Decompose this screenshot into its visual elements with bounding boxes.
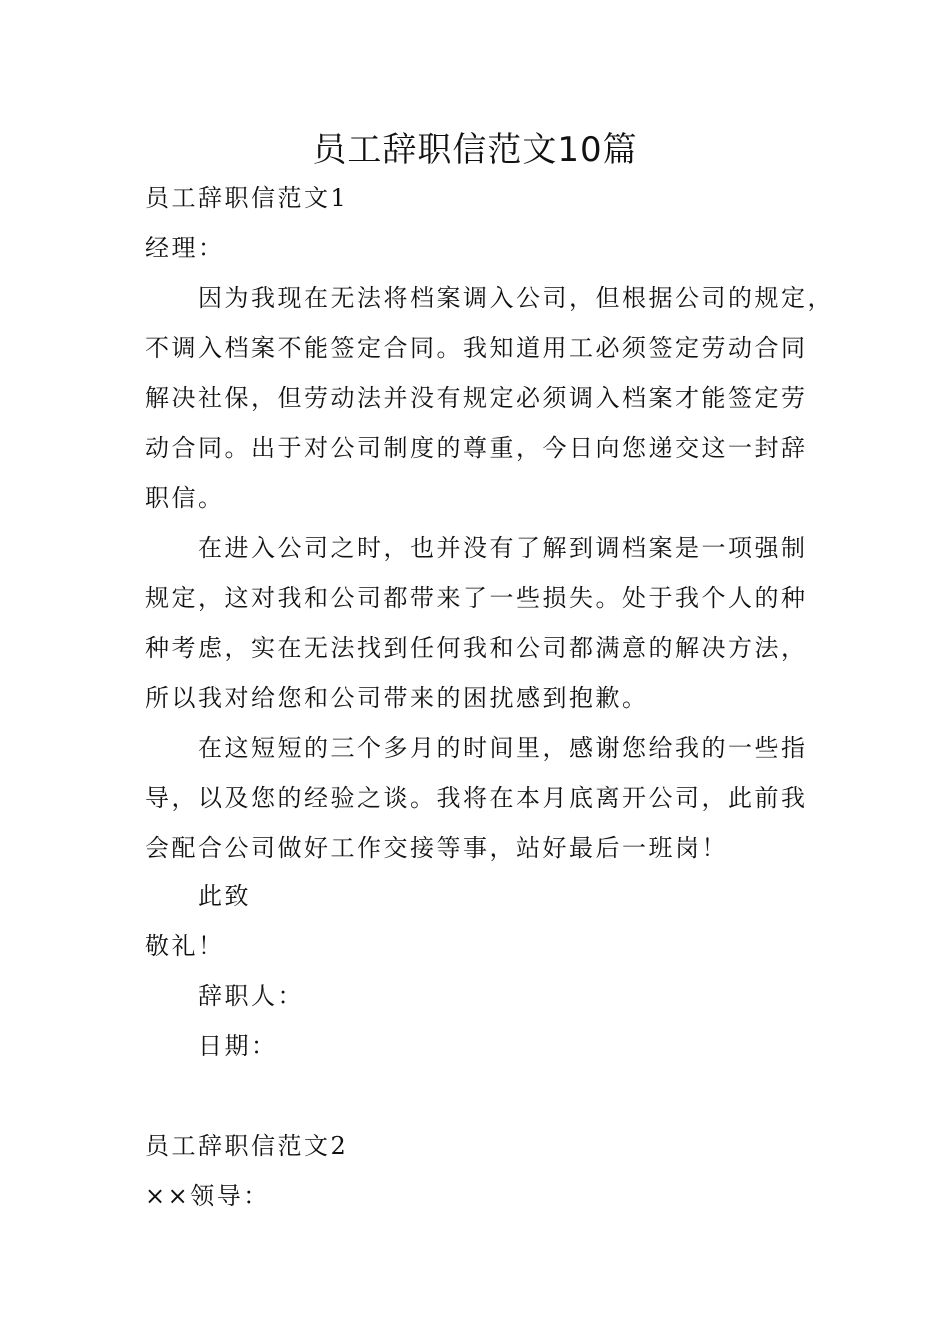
closing-line: 此致 [198,882,251,910]
paragraph-2-line-1: 在进入公司之时，也并没有了解到调档案是一项强制 [198,534,808,562]
paragraph-2-line-4: 所以我对给您和公司带来的困扰感到抱歉。 [145,684,649,712]
date-label: 日期： [198,1032,278,1060]
paragraph-3-line-2: 导，以及您的经验之谈。我将在本月底离开公司，此前我 [145,784,808,812]
paragraph-1-line-2: 不调入档案不能签定合同。我知道用工必须签定劳动合同 [145,334,808,362]
paragraph-1-line-4: 动合同。出于对公司制度的尊重，今日向您递交这一封辞 [145,434,808,462]
resigner-label: 辞职人： [198,982,304,1010]
paragraph-3-line-1: 在这短短的三个多月的时间里，感谢您给我的一些指 [198,734,808,762]
section-2-salutation: ××领导： [145,1182,270,1210]
paragraph-2-line-2: 规定，这对我和公司都带来了一些损失。处于我个人的种 [145,584,808,612]
section-1-heading: 员工辞职信范文1 [145,184,349,212]
regards-line: 敬礼！ [145,932,225,960]
paragraph-1-line-1: 因为我现在无法将档案调入公司，但根据公司的规定， [198,284,834,312]
section-2-heading: 员工辞职信范文2 [145,1132,349,1160]
document-title: 员工辞职信范文10篇 [312,130,638,170]
paragraph-1-line-5: 职信。 [145,484,225,512]
section-1-salutation: 经理： [145,234,225,262]
paragraph-1-line-3: 解决社保，但劳动法并没有规定必须调入档案才能签定劳 [145,384,808,412]
paragraph-2-line-3: 种考虑，实在无法找到任何我和公司都满意的解决方法， [145,634,808,662]
paragraph-3-line-3: 会配合公司做好工作交接等事，站好最后一班岗！ [145,834,728,862]
